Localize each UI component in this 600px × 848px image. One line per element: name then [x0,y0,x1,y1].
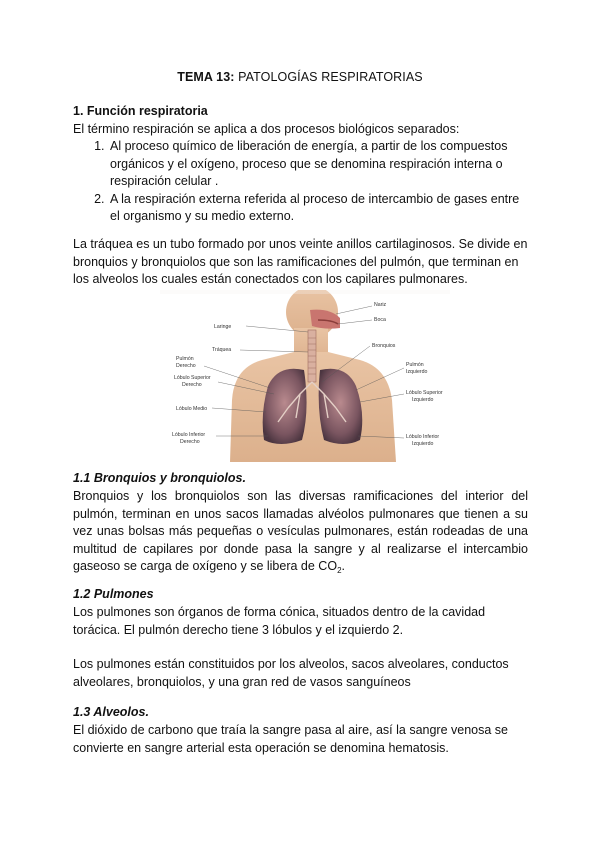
respiration-list [73,138,528,226]
label-pulmon-derecho-2: Derecho [176,363,196,369]
title-rest: PATOLOGÍAS RESPIRATORIAS [234,70,423,84]
label-lobulo-inf-der-2: Derecho [180,439,200,445]
label-lobulo-inf-izq: Lóbulo Inferior [406,434,440,440]
title-bold: TEMA 13: [177,70,235,84]
bronchi-end: . [341,559,345,573]
label-bronquios: Bronquios [372,343,396,349]
label-lobulo-sup-der-2: Derecho [182,382,202,388]
bronchi-text: Bronquios y los bronquiolos son las diversas ramificaciones del interior del pulmón, terminan en unos sacos llamadas alvéolos pulmonares que tienen a su vez unas bolsas más pequeñas o vesículas pulmonares, están rodeadas de una multitud de capilares por donde pasa la sangre y al realizarse el intercambio gaseoso se carga de oxígeno y se libera de CO [73,489,528,573]
lungs-paragraph-1: Los pulmones son órganos de forma cónica, situados dentro de la cavidad torácica. El pulmón derecho tiene 3 lóbulos y el izquierdo 2. [73,605,486,637]
trachea-paragraph: La tráquea es un tubo formado por unos veinte anillos cartilaginosos. Se divide en bronquios y bronquiolos que son las ramificaciones del pulmón, que terminan en los alveolos los cuales están conectados con los capilares pulmonares. [73,237,528,286]
lungs-paragraph-2: Los pulmones están constituidos por los alveolos, sacos alveolares, conductos alveolares, bronquiolos, y una gran red de vasos sanguíneos [73,657,509,689]
section-1-3-heading: 1.3 Alveolos. [73,705,149,719]
page-title [0,70,600,84]
section-1-heading: 1. Función respiratoria [73,104,208,118]
respiratory-system-illustration [160,290,450,462]
label-pulmon-izquierdo-2: Izquierdo [406,369,428,375]
label-nariz: Nariz [374,302,387,308]
label-laringe: Laringe [214,324,232,330]
label-lobulo-sup-izq-2: Izquierdo [412,397,434,403]
list-item: 1. Al proceso químico de liberación de energía, a partir de los compuestos orgánicos y el oxígeno, proceso que se denomina respiración interna o respiración celular . [108,138,528,191]
section-1-intro: El término respiración se aplica a dos procesos biológicos separados: [73,122,460,136]
label-lobulo-sup-izq: Lóbulo Superior [406,390,443,396]
label-lobulo-inf-izq-2: Izquierdo [412,441,434,447]
label-lobulo-sup-der: Lóbulo Superior [174,375,211,381]
section-1-1-heading: 1.1 Bronquios y bronquiolos. [73,471,246,485]
label-boca: Boca [374,317,386,323]
label-traquea: Tráquea [212,347,232,353]
label-pulmon-derecho: Pulmón [176,356,194,362]
list-item: 2. A la respiración externa referida al proceso de intercambio de gases entre el organismo y su medio externo. [108,191,528,226]
label-lobulo-medio: Lóbulo Medio [176,406,208,412]
co2-subscript: 2 [337,566,342,575]
section-1-2-heading: 1.2 Pulmones [73,587,154,601]
bronchi-paragraph [73,488,528,576]
label-lobulo-inf-der: Lóbulo Inferior [172,432,206,438]
label-pulmon-izquierdo: Pulmón [406,362,424,368]
alveoli-paragraph: El dióxido de carbono que traía la sangre pasa al aire, así la sangre venosa se convierte en sangre arterial esta operación se denomina hematosis. [73,723,508,755]
